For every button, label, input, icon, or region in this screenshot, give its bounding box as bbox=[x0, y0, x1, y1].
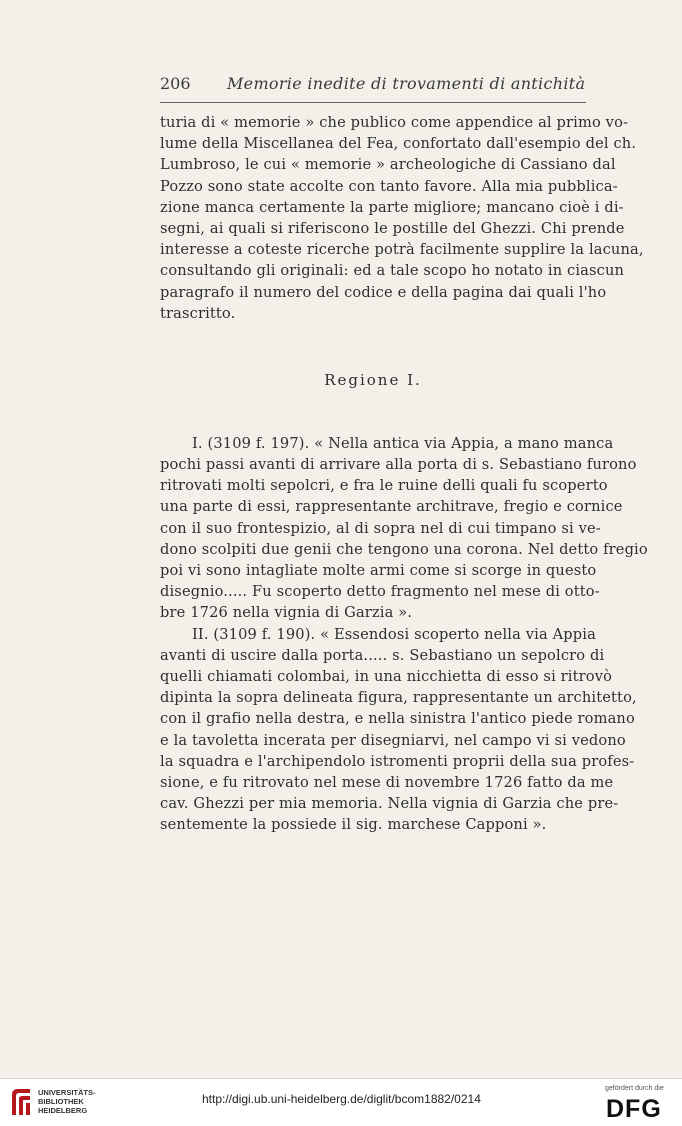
library-name bbox=[38, 1088, 96, 1115]
text-line: turia di « memorie » che publico come appendice al primo vo- bbox=[160, 114, 629, 131]
library-name-line: HEIDELBERG bbox=[38, 1106, 88, 1115]
paragraph-intro bbox=[160, 112, 644, 324]
text-line: con il grafio nella destra, e nella sinistra l'antico piede romano bbox=[160, 710, 635, 728]
paragraph-entry-1 bbox=[160, 433, 648, 624]
page-header bbox=[160, 74, 586, 98]
text-line: consultando gli originali: ed a tale scopo ho notato in ciascun bbox=[160, 262, 625, 280]
text-line: e la tavoletta incerata per disegniarvi, nel campo vi si vedono bbox=[160, 731, 626, 749]
text-line: avanti di uscire dalla porta..... s. Sebastiano un sepolcro di bbox=[160, 646, 605, 664]
text-line: quelli chiamati colombai, in una nicchietta di esso si ritrovò bbox=[160, 667, 613, 685]
text-line: bre 1726 nella vignia di Garzia ». bbox=[160, 604, 413, 622]
text-line: segni, ai quali si riferiscono le postille del Ghezzi. Chi prende bbox=[160, 219, 625, 237]
text-line: poi vi sono intagliate molte armi come si scorge in questo bbox=[160, 562, 597, 579]
running-title: Memorie inedite di trovamenti di antichità bbox=[227, 74, 586, 93]
text-line: la squadra e l'archipendolo istromenti proprii della sua profes- bbox=[160, 752, 635, 770]
text-line: Pozzo sono state accolte con tanto favore. Alla mia pubblica- bbox=[160, 177, 618, 195]
footer-bar bbox=[0, 1078, 682, 1126]
text-line: disegnio..... Fu scoperto detto fragmento nel mese di otto- bbox=[160, 583, 600, 601]
text-line: zione manca certamente la parte migliore; mancano cioè i di- bbox=[160, 198, 624, 216]
paragraph-entry-2 bbox=[160, 624, 637, 836]
text-line: Lumbroso, le cui « memorie » archeologiche di Cassiano dal bbox=[160, 156, 616, 174]
text-line: paragrafo il numero del codice e della pagina dai quali l'ho bbox=[160, 283, 607, 301]
text-line: dono scolpiti due genii che tengono una corona. Nel detto fregio bbox=[160, 540, 648, 558]
text-line: trascritto. bbox=[160, 304, 236, 322]
header-rule bbox=[160, 102, 586, 103]
text-line: sentemente la possiede il sig. marchese Capponi ». bbox=[160, 816, 547, 834]
text-line: lume della Miscellanea del Fea, confortato dall'esempio del ch. bbox=[160, 135, 637, 153]
text-line: interesse a coteste ricerche potrà facilmente supplire la lacuna, bbox=[160, 241, 644, 259]
text-line: una parte di essi, rappresentante architrave, fregio e cornice bbox=[160, 498, 623, 516]
text-line: I. (3109 f. 197). « Nella antica via Appia, a mano manca bbox=[192, 434, 614, 452]
text-line: sione, e fu ritrovato nel mese di novembre 1726 fatto da me bbox=[160, 773, 614, 791]
funding-note: gefördert durch die bbox=[605, 1085, 664, 1092]
text-line: II. (3109 f. 190). « Essendosi scoperto nella via Appia bbox=[192, 625, 596, 643]
page-number: 206 bbox=[160, 74, 191, 93]
library-name-line: BIBLIOTHEK bbox=[38, 1097, 84, 1106]
text-block bbox=[160, 112, 648, 835]
library-name-line: UNIVERSITÄTS- bbox=[38, 1088, 96, 1097]
dfg-logo: DFG bbox=[606, 1095, 662, 1123]
section-heading: Regione I. bbox=[324, 371, 422, 389]
text-line: ritrovati molti sepolcri, e fra le ruine delli quali fu scoperto bbox=[160, 477, 608, 495]
university-library-logo-icon bbox=[8, 1085, 34, 1119]
text-line: con il suo frontespizio, al di sopra nel di cui timpano si ve- bbox=[160, 519, 601, 537]
text-line: pochi passi avanti di arrivare alla porta di s. Sebastiano furono bbox=[160, 456, 637, 474]
text-line: cav. Ghezzi per mia memoria. Nella vignia di Garzia che pre- bbox=[160, 795, 619, 813]
text-line: dipinta la sopra delineata figura, rappresentante un architetto, bbox=[160, 689, 637, 707]
source-url-link[interactable]: http://digi.ub.uni-heidelberg.de/diglit/bcom1882/0214 bbox=[202, 1092, 481, 1106]
